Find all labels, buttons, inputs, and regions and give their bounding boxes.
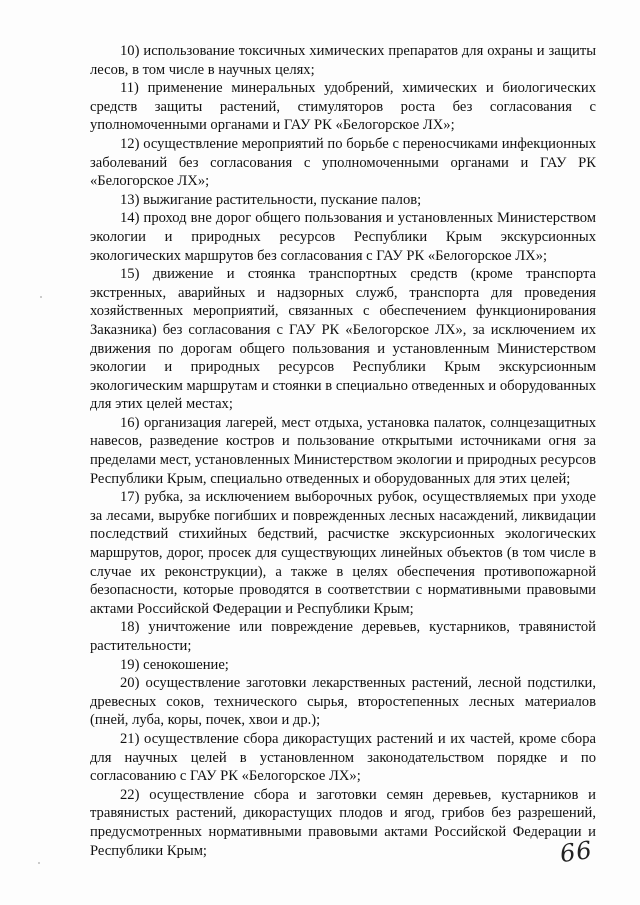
list-item-16: 16) организация лагерей, мест отдыха, установка палаток, солнцезащитных навесов, разведение костров и пользование открытыми источниками огня за пределами мест, установленных Министерством экологии и природных ресурсов Республики Крым, специально отведенных и оборудованных для этих целей; (90, 414, 596, 487)
list-item-13: 13) выжигание растительности, пускание палов; (120, 191, 422, 208)
document-body (90, 42, 596, 860)
scan-dust-mark (40, 296, 42, 298)
list-item-21: 21) осуществление сбора дикорастущих растений и их частей, кроме сбора для научных целей в установленном законодательством порядке и по согласованию с ГАУ РК «Белогорское ЛХ»; (90, 730, 596, 785)
list-item-18: 18) уничтожение или повреждение деревьев, кустарников, травянистой растительности; (90, 619, 596, 654)
list-item-10: 10) использование токсичных химических препаратов для охраны и защиты лесов, в том числе в научных целях; (90, 43, 596, 78)
scan-dust-mark (38, 862, 40, 864)
list-item-14: 14) проход вне дорог общего пользования и установленных Министерством экологии и природных ресурсов Республики Крым экскурсионных экологических маршрутов без согласования с ГАУ РК «Белогорское ЛХ»; (90, 210, 596, 264)
list-item-20: 20) осуществление заготовки лекарственных растений, лесной подстилки, древесных соков, технического сырья, второстепенных лесных материалов (пней, луба, коры, почек, хвои и др.); (90, 675, 596, 729)
list-item-12: 12) осуществление мероприятий по борьбе с переносчиками инфекционных заболеваний без согласования с уполномоченными органами и ГАУ РК «Белогорское ЛХ»; (90, 135, 596, 190)
list-item-22: 22) осуществление сбора и заготовки семян деревьев, кустарников и травянистых растений, дикорастущих плодов и ягод, грибов без разрешений, предусмотренных нормативными правовыми актами Российской Федерации и Республики Крым; (90, 786, 596, 859)
list-item-15: 15) движение и стоянка транспортных средств (кроме транспорта экстренных, аварийных и надзорных служб, транспорта для проведения хозяйственных мероприятий, связанных с обеспечением функционирования Заказника) без согласования с ГАУ РК «Белогорское ЛХ», за исключением их движения по дорогам общего пользования и установленным Министерством экологии и природных ресурсов Республики Крым экскурсионным экологическим маршрутам и стоянки в специально отведенных и оборудованных для этих целей местах; (90, 266, 596, 413)
list-item-11: 11) применение минеральных удобрений, химических и биологических средств защиты растений, стимуляторов роста без согласования с уполномоченными органами и ГАУ РК «Белогорское ЛХ»; (90, 80, 596, 134)
list-item-17: 17) рубка, за исключением выборочных рубок, осуществляемых при уходе за лесами, вырубке погибших и поврежденных лесных насаждений, ликвидации последствий стихийных бедствий, расчистке экскурсионных экологических маршрутов, дорог, просек для существующих линейных объектов (в том числе в случае их реконструкции), а также в целях обеспечения противопожарной безопасности, которые проводятся в соответствии с нормативными правовыми актами Российской Федерации и Республики Крым; (90, 489, 596, 617)
handwritten-page-number: 66 (558, 835, 595, 869)
list-item-19: 19) сенокошение; (120, 656, 229, 673)
